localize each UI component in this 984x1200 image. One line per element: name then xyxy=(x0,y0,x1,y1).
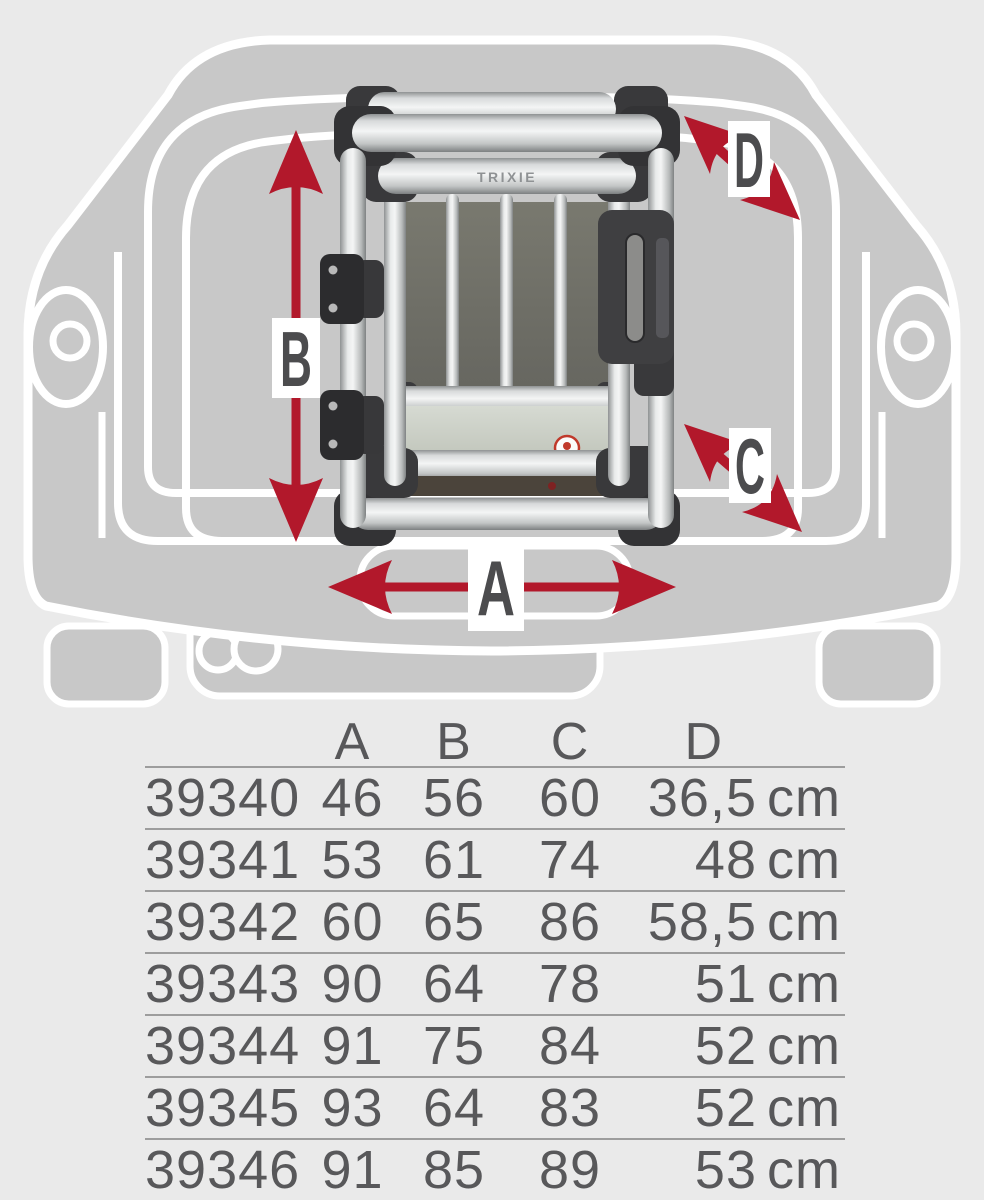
column-header-a: A xyxy=(334,713,371,771)
unit-label: cm xyxy=(767,1078,841,1138)
value-c: 83 xyxy=(538,1078,602,1138)
value-a: 91 xyxy=(321,1140,384,1200)
table-row xyxy=(145,1014,845,1076)
brand-sticker-figure xyxy=(563,442,571,450)
article-number: 39342 xyxy=(145,892,301,952)
column-header-c: C xyxy=(550,713,590,771)
label-c-text: C xyxy=(735,422,765,510)
value-d: 48 xyxy=(694,830,757,890)
front-bottom-bar xyxy=(352,498,662,530)
label-d-text: D xyxy=(734,116,764,204)
value-d: 52 xyxy=(694,1078,757,1138)
value-b: 61 xyxy=(422,830,486,890)
unit-label: cm xyxy=(767,1016,841,1076)
value-b: 64 xyxy=(422,1078,486,1138)
door-bar xyxy=(554,194,567,398)
table-row xyxy=(145,828,845,890)
value-d: 52 xyxy=(694,1016,757,1076)
table-row xyxy=(145,1138,845,1200)
value-c: 84 xyxy=(538,1016,602,1076)
dimension-label-c xyxy=(729,422,771,510)
table-row xyxy=(145,1076,845,1138)
unit-label: cm xyxy=(767,954,841,1014)
value-c: 86 xyxy=(538,892,602,952)
value-d: 51 xyxy=(694,954,757,1014)
value-b: 56 xyxy=(422,768,486,828)
article-number: 39340 xyxy=(145,768,301,828)
table-header-row xyxy=(145,713,845,771)
door-bar xyxy=(500,194,513,398)
wheel-left xyxy=(47,626,165,704)
value-a: 46 xyxy=(321,768,384,828)
article-number: 39341 xyxy=(145,830,301,890)
tail-light-right xyxy=(881,290,955,404)
value-d: 53 xyxy=(694,1140,757,1200)
article-number: 39346 xyxy=(145,1140,301,1200)
unit-label: cm xyxy=(767,892,841,952)
floor-latch-dot xyxy=(548,482,556,490)
dimension-label-d xyxy=(728,116,770,204)
article-number: 39344 xyxy=(145,1016,301,1076)
label-a-text: A xyxy=(477,544,515,632)
value-a: 93 xyxy=(321,1078,384,1138)
value-c: 89 xyxy=(538,1140,602,1200)
unit-label: cm xyxy=(767,830,841,890)
value-a: 90 xyxy=(321,954,384,1014)
article-number: 39345 xyxy=(145,1078,301,1138)
tail-light-left xyxy=(29,290,103,404)
door-tube-left xyxy=(384,186,406,486)
latch-slot xyxy=(626,234,644,342)
value-b: 65 xyxy=(422,892,486,952)
size-table xyxy=(145,713,845,1200)
unit-label: cm xyxy=(767,768,841,828)
door-bar xyxy=(446,194,459,398)
unit-label: cm xyxy=(767,1140,841,1200)
wheel-right xyxy=(819,626,937,704)
value-a: 60 xyxy=(321,892,384,952)
dimension-label-a xyxy=(468,543,524,632)
front-top-bar xyxy=(352,114,662,152)
value-d: 58,5 xyxy=(647,892,757,952)
value-b: 85 xyxy=(422,1140,486,1200)
hinge-bottom xyxy=(320,390,384,460)
brand-label: TRIXIE xyxy=(476,169,538,185)
value-a: 53 xyxy=(321,830,384,890)
hinge-top xyxy=(320,254,384,324)
value-b: 64 xyxy=(422,954,486,1014)
value-b: 75 xyxy=(422,1016,486,1076)
table-row xyxy=(145,890,845,952)
outer-tube-left xyxy=(340,148,366,528)
column-header-b: B xyxy=(436,713,472,771)
article-number: 39343 xyxy=(145,954,301,1014)
table-row xyxy=(145,766,845,828)
value-d: 36,5 xyxy=(647,768,757,828)
value-a: 91 xyxy=(321,1016,384,1076)
value-c: 78 xyxy=(538,954,602,1014)
dimension-label-b xyxy=(272,315,320,403)
label-b-text: B xyxy=(280,315,312,403)
column-header-d: D xyxy=(684,713,723,771)
value-c: 60 xyxy=(538,768,602,828)
value-c: 74 xyxy=(538,830,602,890)
table-row xyxy=(145,952,845,1014)
